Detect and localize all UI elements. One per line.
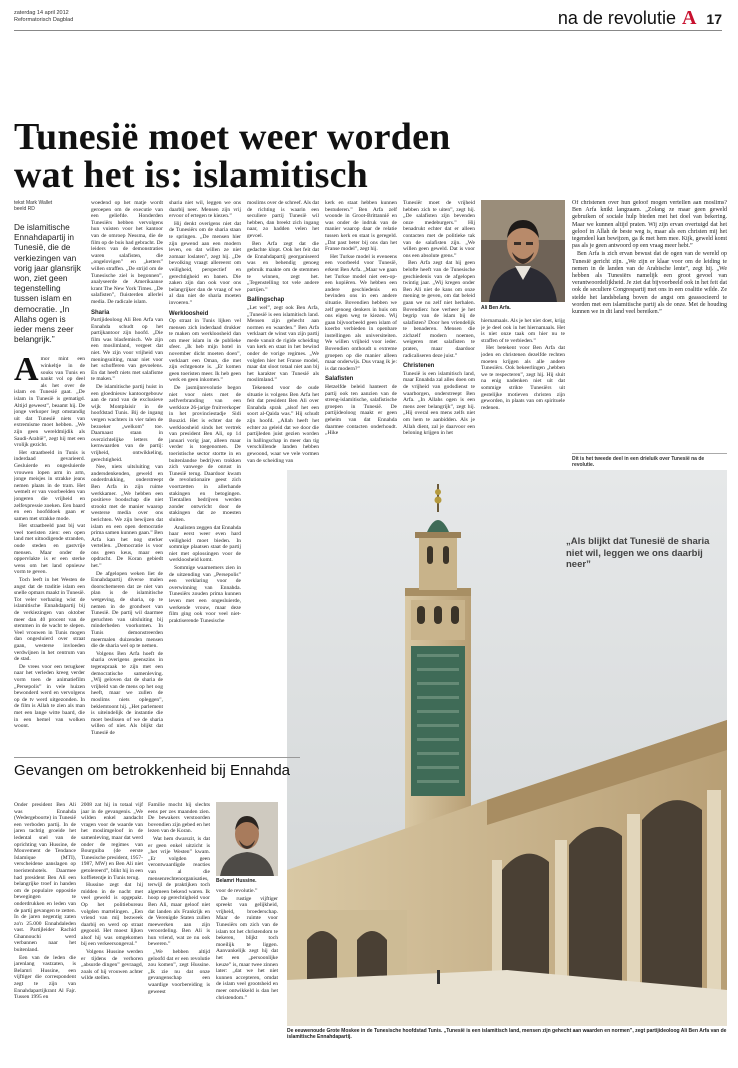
paragraph: Sommige waarnemers zien in de uitzending van „Persepolis” een verklaring voor de overwinning van Ennahda. Tunesiërs zouden prima kunnen leven met een ongesluierde, werkende vrouw, maar deze film ging ook voor veel niet-praktiserende Tunesische [169,565,241,624]
paragraph: Tunesië is een islamitisch land, maar Ennahda zal alles doen om de vrijheid van godsdienst te waarborgen, onderstreept Ben Arfa. „In Allahs ogen is een mens zeer belangrijk”, zegt hij. „Hij overal een mens zelfs niet om hem te aanbidden. Als je Allah dient, zal je daarvoor een beloning krijgen in het [403,370,475,437]
sidebar-column-1 [14,802,76,1064]
paragraph: Het Turkse model is eveneens een voorbeeld voor Tunesië, erkent Ben Arfa. „Maar we gaan het Turkse model niet een-op-een kopiëren. We hebben een andere geschiedenis en bevinden ons in een andere situatie. Bovendien hebben we zelf genoeg denkers in huis om ons eigen weg te kiezen. Wij gaan bijvoorbeeld geen islam of koerbo verbieden in openbare instellingen als universiteiten. We willen vrijheid voor ieder. Bovendien onthoudt u extreme groepen op die manier alleen maar onderwijs. Dus vraag ik je: is dat modern?” [325,253,397,372]
section-title: na de revolutie [557,8,676,28]
sidebar-column-2 [81,802,143,1064]
article-headline [14,118,534,194]
paragraph: Volgens Ben Arfa hoeft de sharia overigens geenszins in tegenspraak te zijn met een democratische samenleving. „Wij geloven dat de sharia de vrijheid van de mens op het oog heeft, maar we zullen de moslims niets opleggen”, beklemtoont hij. „Het parlement is uiteindelijk de instantie die moet beslissen of we de sharia willen of niet. Als blijkt dat Tunesië de [91,650,163,736]
paragraph: Ben Arfa zegt dat die gedachte klopt. Ook het feit dat de Ennahdapartij georganiseerd was en behendig genoeg gebruik maakte om de stemmen te winnen, zegt het. „Tegenstelling tot vele andere partijen.” [247,240,319,293]
paragraph: „We hebben altijd geloofd dat er een revolutie zou komen”, zegt Hussine. „Ik zie nu dat onze gevangenschap een waardige voorbereiding is geweest [148,949,210,995]
paragraph: Ben Arfa is zich ervan bewust dat de ogen van de wereld op Tunesië gericht zijn. „We zijn er klaar voor om de leiding te nemen in de landen van de Arabische lente”, zegt hij. „We hebben als Tunesiërs namelijk een groot gevoel van verantwoordelijkheid. Je ziet dat bijvoorbeeld ook in het feit dat ook de seculiere Congrespartij met ons in een coalitie wilde. Ze stelde het landsbelang boven de angst om geassocieerd te worden met een islamitische partij als de onze. Met de houding kunnen we in dit land veel bereiken.” [572,251,727,316]
paragraph: Het straatbeeld in Tunis is inderdaad gevarieerd. Gesluierde en ongesluierde vrouwen lopen arm in arm, jonge meisjes in strakke jeans nemen plaats in de tram. Het wemelt er van voorbeelden van jongeren die vrijheid en zelfexpressie zoeken. Een baard en een hoofddoek gaan er samen met strakke mode. [14,449,85,522]
paragraph: hiernamaals. Als je het niet doet, krijg je je deel ook in het hiernamaals. Het is niet onze taak om hier nu te straffen of te verbieden.” [481,318,565,344]
paragraph: De islamitische partij huist in een gloednieuw kantoorgebouw aan de rand van de exclusieve wijk Montplaisir in de hoofdstad Tunis. Bij de ingang vergen wachters in vier talen de bezoeker „welkom” toe. Daarnaast staan in overzichtelijke letters de kernwaarden van de partij: vrijheid, ontwikkeling, gerechtigheid. [91,384,163,463]
paragraph: Hetzelfde beleid hanteert de partij ook ten aanzien van de streng-islamitische, salafistische groepen in Tunesië. De partijideoloog maakt er geen geheim van dat Ennahda daarmee contacten onderhoudt. „Hike [325,384,397,437]
paragraph: Nee, niets uitsluiting van andersdenkenden, geweld en onderdrukking, onderstreept Ben Arfa in zijn ruime werkkamer. „We hebben een positieve boodschap die niet strookt met de manier waarop westerse media over ons berichten. We zijn bewijzen dat islam en een open democratie prima samen kunnen gaan.” Ben Arfa kan het nog sterker vertellen. „Democratie is voor ons geen keus, maar een opdracht. De Koran gebiedt het.” [91,464,163,570]
subheading: Werkloosheid [169,310,209,317]
sidebar-column-3 [148,802,210,1064]
paragraph: Op straat in Tunis lijken vel mensen zich inderdaad drukker te maken om werkloosheid dan om meer islam in de publieke sfeer. „Ik heb mijn hotel in november dicht moeten doen”, verklaart een Oman, die met zijn echtgenote is. „Er komen geen toeristen meer. Ik heb geen werk en geen inkomen.” [169,318,241,384]
paragraph: Een van de leden die jarenlang vastzaten, is Belamri Hussine, een vijftiger die correspondent zegt te zijn van Ennahdapartijkrant Al Fajr. Tussen 1995 en [14,954,76,1001]
issue-date: zaterdag 14 april 2012 [14,10,69,16]
paragraph: Ben Arfa zegt dat hij geen belofte heeft van de Tunesische geschiedenis van de afgelopen twintig jaar. „Wij kregen onder Ben Ali niet de kans om onze mening te geven, om dat beleid gaan we nu zelf niet herhalen. Bovendien: hoe verheer je het begrip van de islam bij de salafisten? Door hen vriendelijk te benaderen. Mensen die zichzelf modern noemen, weigeren met salafisten te praten, maar daardoor radicaliseren deze juist.” [403,260,475,359]
paragraph: „Let wel”, zegt ook Ben Arfa, „Tunesië is een islamitisch land. Mensen zijn gehecht aan normen en waarden.” Ben Arfa verklaart de winst van zijn partij mede vanuit de rigide scheiding van kerk en staat in het bewind onder de vorige regimes. „We volgden hier het Franse model, maar dat sloot totaal niet aan bij het karakter van Tunesië als moslimland.” [247,304,319,384]
subheading: Christenen [403,363,435,370]
headline-line-2: wat het is: islamitisch [14,154,368,196]
headline-line-1: Tunesië moet weer worden [14,116,451,158]
portrait-ali-ben-arfa [481,200,565,302]
article-column-6 [403,200,475,465]
caption-belamri-hussine: Belamri Hussine. [216,878,257,884]
mosque-photo-caption: De eeuwenoude Grote Moskee in de Tunesische hoofdstad Tunis. „Tunesië is een islamitisch land, mensen zijn gehecht aan waarden en normen”, zegt partijideoloog Ali Ben Arfa van de islamitische Ennahdapartij. [287,1028,727,1041]
article-lead: De islamitische Ennahdapartij in Tunesië, die de verkiezingen van vorig jaar glansrijk won, ziet geen tegenstelling tussen islam en democratie. „In Allahs ogen is ieder mens zeer belangrijk.” [14,222,81,345]
pull-quote: „Als blijkt dat Tunesië de sharia niet wil, leggen we ons daarbij neer” [566,536,710,570]
portrait-hussine-image [216,802,278,876]
paragraph: De vrees voor een terugkeer naar het verleden kreeg verder vorm toen de animatiefilm „Persepolis” in vele huizen bewonderd werd en vervolgens op de tv werd uitgezonden. In de film is Allah te zien als man met een lange witte baard, die in een hemel van wolken woont. [14,663,85,730]
byline-author: tekst Mark Wallet [14,200,53,206]
paragraph: Familie mocht hij slechts eens per zes maanden zien. De bewakers verstoorden bovendien zijn gebed en het lezen van de Koran. [148,802,210,835]
paragraph: moslims over de schreef. Als dat de richting is waarin een seculiere partij Tunesië wil hebben, dan breekt zich ingang naar, zo hadden velen het gevoel. [247,200,319,239]
paragraph: Of christenen over hun geloof mogen vertellen aan moslims? Ben Arfa knikt langzaam. „Zolang ze maar geen geweld gebruiken of sociale hulp bieden met het doel van bekering. Maar we kunnen altijd praten. Wij zijn ervan overtuigd dat het geloof in Allah de beste weg is, maar als een christen mij het tegendeel kan bewijzen, ga ik met hem mee. Kijk, geweld komt pas als je geen antwoord op een vraag meer hebt.” [572,200,727,250]
article-column-1 [14,200,85,745]
sidebar-column-4 [216,888,278,1064]
article-column-7 [481,318,565,466]
caption-ali-ben-arfa: Ali Ben Arfa. [481,305,511,311]
section-mark: A [681,7,697,29]
sidebar-title: Gevangen om betrokkenheid bij Ennahda [14,762,291,779]
paragraph: Volgens Hussine werden er tijdens de verhoren „absurde dingen” gevraagd, zoals of hij vrouwen achter wilde stellen. [81,949,143,982]
paragraph: Tunesiër moet de vrijheid hebben zich te uiten”, zegt hij. „De salafisten zijn bevenden onze medeburgers.” Hij benadrukt echter dat er alleen contacten met de politieke tak van de salafisten zijn. „We willen geen geweld. Dat is voor ons een absolute grens.” [403,200,475,259]
paragraph: Partijideoloog Ali Ben Arfa van Ennahda schudt op het partijkantoor zijn hoofd. „Die film was blasfemisch. We zijn een moslimland, vergeet dat niet. We zijn voor vrijheid van meningsuiting, maar niet voor het schofferen van gevoelens. En dat heeft niets met salafisme te maken.” [91,317,163,383]
section-header [558,7,722,30]
paragraph: kerk en staat hebben kunnen bestuderen.” Ben Arfa zelf woonde in Groot-Brittannië en was onder de indruk van de manier waarop daar de relatie tussen kerk en staat is geregeld. „Dat past beter bij ons dan het Franse model”, zegt hij. [325,200,397,253]
article-column-5 [325,200,397,465]
article-column-8 [572,200,727,450]
paragraph: De jasmijnrevolutie begon niet voor niets met de zelfverbranding van een werkloze 26-jarige fruitverkoper in het provinciestadje Sidi Bouzid. Het is echter dat de werkloosheid sinds het vertrek van president Ben Ali, op 14 januari vorig jaar, alleen maar verder is toegenomen. De toeristische sector stortte in en buitenlandse bedrijven trokken zich vanwege de onrust in Tunesië terug. Daardoor kwam de revolutionaire geest zich voortzetten in allerhande stakingen en betogingen. Tientallen bedrijven werden zonder ontwricht door de stakingen dat ze moesten sluiten. [169,385,241,523]
paragraph: Het straatbeeld past bij wat veel toeristen zien: een open land met uitnodigende stranden, oude steden en gastvrije mensen. Maar onder de oppervlakte is er een sterke wens om het land opnieuw vorm te geven. [14,523,85,576]
paragraph: Het betekent voor Ben Arfa dat joden en christenen dezelfde rechten moeten krijgen als alle andere Tunesiërs. Ook bekeerlingen „hebben we te respecteren”, zegt hij. Hij sluit na enig nadenken niet uit dat sommige strikte Tunesiërs uit gestelijke motieven christen zijn geworden, in plaats van om spirituele redenen. [481,345,565,411]
paragraph: Onder president Ben Ali was Ennahda (Wedergeboorte) in Tunesië een verboden partij. In de jaren tachtig groeide het ledental snel van de oprichting van Hussine, de Mouvement de Tendance Islamique (MTI), verscheidene aanslagen op toeristenhotels. Daarmee had president Ben Ali een belangrijke troef in handen om de populaire oppositie bewegingen te onderdrukken en leden van de partij gevangen te zetten. In de jaren negentig zaten zo'n 25.000 Ennahdaleden vast. Partijleider Rachid Ghannouchi werd verbannen naar het buitenland. [14,802,76,954]
series-note: Dit is het tweede deel in een drieluik over Tunesië na de revolutie. [572,453,727,468]
article-column-3 [169,200,241,745]
paragraph: 2008 zat hij in totaal vijf jaar in de gevangenis. „We wilden enkel aandacht vragen voor de waarde van het moslimgeloof in de samenleving, maar dat werd onder de regimes van Bourguiba (de eerste Tunesische president, 1957-1987, MW) en Ben Ali niet getolereerd”, blikt hij in een koffietentje in Tunis terug. [81,802,143,881]
subheading: Salafisten [325,376,354,383]
portrait-arfa-image [481,200,565,302]
portrait-belamri-hussine [216,802,278,876]
paragraph: Tekenend voor de oude situatie is volgens Ben Arfa het feit dat president Ben Ali over Ennahda sprak „alsof het een soort al-Qaida was.” Hij schudt zijn hoofd. „Allah heeft het echter zo geleid dat we door die partijleden juist gezien worden in ballingschap in meer dan tig verschillende landen hebben gewoond, waar we vele vormen van de scheiding van [247,385,319,464]
paragraph: voor de revolutie.” [216,888,258,894]
page-number: 17 [706,11,722,27]
paragraph: De rustige vijftiger spreekt van gelijkheid, vrijheid, broederschap. Maar de ruimte voor Tunesiërs om zich van de islam tot het christendom te bekeren, blijkt toch moeilijk te liggen. Aanvankelijk zegt hij dat het een „persoonlijke keuze” is, maar twee zinnen later: „dat we het niet kunnen accepteren, omdat de islam veel grootsheid en meer ontwikkeld is dan het christendom.” [216,895,278,1001]
byline-photo: beeld RD [14,206,35,212]
subheading: Ballingschap [247,297,285,304]
article-column-4 [247,200,319,465]
article-column-2 [91,200,163,745]
paragraph: sharia niet wil, leggen we ons daarbij neer. Mensen zijn vrij ervoor of ertegen te kiezen.” [169,200,241,220]
paragraph: Hussine zegt dat hij midden in de nacht met veel geweld is opgepakt. Op het politiebureau volgden martelingen. „Een vriend van mij bezweek daarbij en werd op straat gegooid. Het moest lijken alsof hij was omgekomen bij een verkeersongeval.” [81,882,143,948]
sidebar-divider [14,757,300,758]
paragraph: De afgelopen weken liet de Ennahdapartij diverse malen doorschemeren dat ze niet van plan is de islamitische wetgeving, de sharia, op te nemen in de grondwet van Tunesië. De partij wil daarmee geruchten van uitsluiting bij minderheden voorkomen. In Tunis demonstreerden meermalen duizenden mensen die de sharia wel op te nemen. [91,570,163,650]
paragraph: Analisten zeggen dat Ennahda haar eerst weer even hard veiligheid moet bieden. In sommige plaatsen staat de partij niet met oplossingen voor de werkloosheid komt. [169,524,241,564]
paragraph: Wat hem dwarszit, is dat er geen enkel uitzicht is „het vrije Westen” kwam. „Er volgden geen verontwaardigde reacties van al die mensenrechtenorganisaties, terwijl de praktijken toch algemeen bekend waren. Ik hoop op gerechtigheid voor Ben Ali, maar geloof niet dat landen als Frankrijk en de Verenigde Staten zullen meewerken aan zijn veroordeling. Ben Ali is hun vriend, wat ze nu ook beweren.” [148,835,210,948]
byline [14,200,85,212]
subheading: Sharia [91,309,110,316]
masthead-info [14,10,73,24]
header-divider [14,30,722,31]
drop-cap: A [14,351,39,389]
paragraph: woedend op het matje wordt geroepen om de executie van een geliefde. Honderden Tunesiërs hebben vervolgens hun vuisten voor het kantoor van de omroep Nessma, die de film op de buis had gebracht. De leiders van de demonstraties waren salafisten, die „ongelovigen” en „ketters” willen straffen. „De strijd om de Tunesische ziel is begonnen”, analyseerde de Amerikaanse krant The New York Times. „De salafisten”, fluisterden allerlei media. De radicale islam. [91,200,163,305]
paragraph: Hij denkt overigens niet dat de Tunesiërs om de sharia staan te springen. „De mensen hier zijn gewend aan een modern leven, en dat willen ze niet zomaar loslaten”, zegt hij. „De bevolking vraagt allereerst om veiligheid, perspectief en gerechtigheid en banen. Die zaken zijn dan ook voor ons belangrijker dan de vraag of we al dan niet de sharia moeten invoeren.” [169,220,241,306]
paragraph: Amor mint een winkeltje in de souks van Tunis en nankt vol op deel als het over de islam en Tunesië gaat. „De islam in Tunesië is gematigd. Altijd geweest”, beaamt hij. De jonge verkoper legt omstandig uit dat Tunesië niets van extremisme moet hebben. „We zijn geen wereldmijdik als Saudi-Arabië”, zegt hij met een vrolijk gezicht. [14,351,85,449]
paper-name: Reformatorisch Dagblad [14,17,74,23]
paragraph: Toch leeft in het Westen de angst dat de traditie islam een snelle opmars maakt in Tunesië. Tot veler verbazing wist de islamitische Ennahdapartij bij de verkiezingen van oktober meer dan 40 procent van de stemmen in de wacht te slepen. Veel vrouwen in Tunis mogen dan ongesluierd over straat gaan, westerse invloeden verdwijnen in het centrum van de stad. [14,577,85,663]
